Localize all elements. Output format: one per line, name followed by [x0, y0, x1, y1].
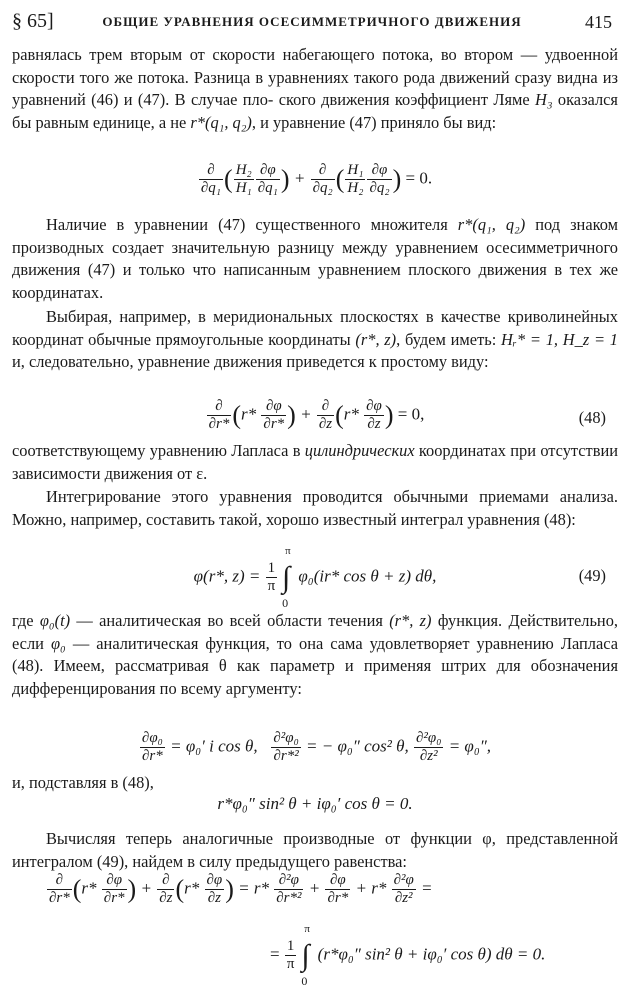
fraction: $\frac{\text{H₂}}{\text{H₁}}$	[235, 162, 252, 196]
running-title: ОБЩИЕ УРАВНЕНИЯ ОСЕСИММЕТРИЧНОГО ДВИЖЕНИЯ	[102, 14, 522, 29]
text-line: оказался бы равным единице,	[12, 90, 618, 132]
text-line: , и уравнение (47) приняло бы вид:	[251, 112, 497, 132]
paragraph-1	[12, 44, 618, 134]
equation-number: (49)	[578, 566, 606, 585]
paragraph-4: соответствующему уравнению Лапласа в цилиндрических координатах при отсутствии зависимости движения от ε.	[12, 441, 619, 483]
text-line: равнялась трем вторым от скорости набегающего потока, во втором —	[12, 45, 538, 64]
fraction: $\frac{\text{H₁}}{\text{H₂}}$	[347, 162, 364, 196]
paragraph-8: Вычисляя теперь аналогичные производные от функции φ, представленной интегралом (49), найдем в силу предыдущего равенства:	[12, 829, 618, 871]
math-symbol: φ₀	[50, 633, 66, 653]
math-symbol: r*(q₁, q₂)	[457, 215, 526, 234]
paragraph-3: Выбирая, например, в меридиональных плоскостях в качестве криволинейных координат обычные прямоугольные координаты (r*, z), будем иметь: Hᵣ* = 1, H_z = 1 и, следовательно, уравнение движения приведется к простому виду:	[12, 307, 618, 372]
text-line: удвоенной скорости того же потока. Разница в уравнениях такого	[12, 45, 618, 87]
equation-49: φ(r*, z) = $\frac{1}{\pi}$ ∫ π 0 φ₀(ir* cos θ + z) dθ, (49)	[193, 544, 606, 610]
section-number: § 65]	[12, 10, 54, 32]
equation-substitution: r*φ₀″ sin² θ + iφ₀′ cos θ = 0.	[217, 794, 413, 813]
equation-laplace-result: = $\frac{1}{\pi}$ ∫ π 0 (r*φ₀″ sin² θ + iφ₀′ cos θ) dθ = 0.	[270, 922, 546, 988]
math-symbol: (r*, z)	[355, 329, 397, 349]
math-symbol: Hᵣ* = 1, H_z = 1	[501, 329, 618, 349]
paragraph-7: и, подставляя в (48),	[12, 773, 154, 792]
paragraph-6: где φ₀(t) — аналитическая во всей области течения (r*, z) функция. Действительно, если φ₀ — аналитическая функция, то она сама удовлетворяет уравнению Лапласа (48). Имеем, рассматривая θ как параметр и применяя штрих для обозначения дифференцирования по всему аргументу:	[12, 611, 618, 698]
equation-number: (48)	[578, 408, 606, 427]
equation-plane-flow: $\frac{\partial}{\text{∂q₁}}$ ( $\frac{\text{H₂}}{\text{H₁}}$ $\frac{\partial\varphi}{\text{∂q₁}}$ ) + $\frac{\partial}{\text{∂q₂}}$ ( $\frac{\text{H₁}}{\text{H₂}}$ $\frac{\partial\varphi}{\text{∂q₂}}$ ) = 0.	[200, 162, 433, 196]
integral-sign: ∫ π 0	[301, 922, 310, 988]
fraction: $\frac{\partial\varphi}{\text{∂q₂}}$	[369, 162, 390, 196]
fraction: $\frac{\partial}{\text{∂q₂}}$	[312, 162, 333, 196]
running-header	[12, 10, 612, 34]
text-line: рода движений сразу видна из уравнений (46) и (47). В случае пло-	[12, 67, 618, 110]
paragraph-2: Наличие в уравнении (47) существенного множителя r*(q₁, q₂) под знаком производных создает значительную разницу между уравнением осесимметричного движения (47) и только что написанным уравнением плоского движения в тех же координатах.	[12, 215, 618, 302]
fraction: $\frac{\partial}{\text{∂q₁}}$	[200, 162, 222, 196]
math-symbol: (r*, z)	[389, 611, 432, 630]
text-line: а не	[158, 112, 191, 132]
paragraph-5: Интегрирование этого уравнения проводится обычными приемами анализа. Можно, например, составить такой, хорошо известный интеграл уравнения (48):	[12, 487, 618, 529]
integral-sign: ∫ π 0	[282, 544, 291, 610]
text-line: ского движения коэффициент Ляме	[278, 90, 535, 110]
math-symbol: r*(q₁, q₂)	[190, 112, 252, 132]
emphasis: цилиндрических	[304, 441, 415, 460]
equation-laplace-check: $\frac{\partial}{\partial r*}$ (r* $\frac{\partial\varphi}{\partial r*}$ ) + $\frac{\partial}{\partial z}$ (r* $\frac{\partial\varphi}{\partial z}$ ) = r* $\frac{\text{∂²φ}}{\text{∂r*²}}$ + $\frac{\partial\varphi}{\partial r*}$ + r* $\frac{\text{∂²φ}}{\text{∂z²}}$ =	[49, 872, 433, 906]
math-symbol: H₃	[535, 90, 553, 110]
page-number: 415	[585, 12, 612, 32]
equation-derivatives: $\frac{\text{∂φ₀}}{\partial r*}$ = φ₀′ i cos θ, $\frac{\text{∂²φ₀}}{\text{∂r*²}}$ = − φ₀″ cos² θ, $\frac{\text{∂²φ₀}}{\text{∂z²}}$ = φ₀″,	[141, 730, 492, 764]
equation-48: $\frac{\partial}{\partial r*}$ (r* $\frac{\partial\varphi}{\partial r*}$ ) + $\frac{\partial}{\partial z}$ (r* $\frac{\partial\varphi}{\partial z}$ ) = 0, (48)	[208, 398, 606, 432]
fraction: $\frac{\partial\varphi}{\text{∂q₁}}$	[257, 162, 278, 196]
math-symbol: φ₀(t)	[39, 611, 71, 630]
